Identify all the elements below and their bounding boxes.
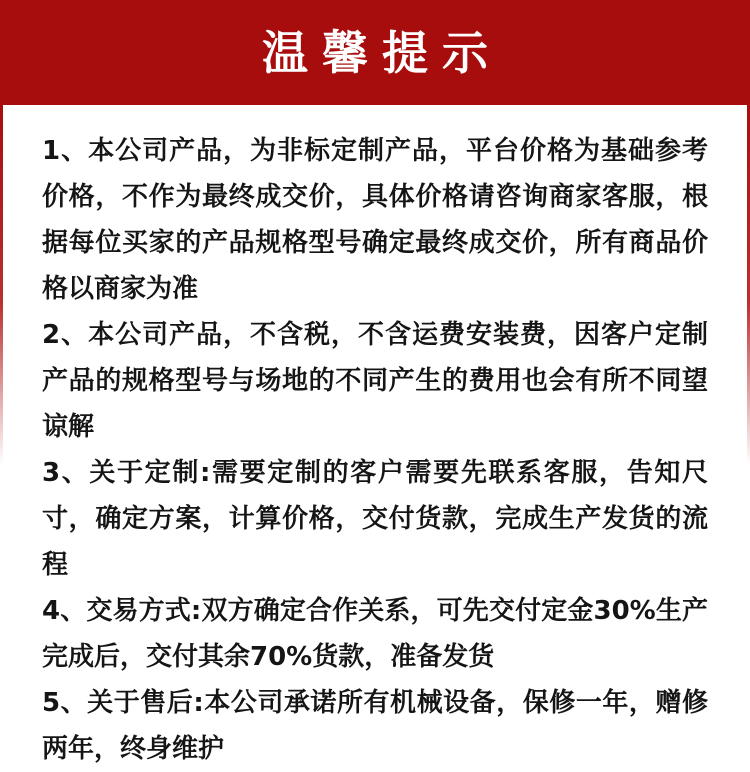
notice-item-pricing: 1、本公司产品，为非标定制产品，平台价格为基础参考价格，不作为最终成交价，具体价格请咨询商家客服，根据每位买家的产品规格型号确定最终成交价，所有商品价格以商家为准 bbox=[42, 136, 708, 304]
left-red-border bbox=[0, 105, 3, 465]
notice-item-customization: 3、关于定制:需要定制的客户需要先联系客服，告知尺寸，确定方案，计算价格，交付货款，完成生产发货的流程 bbox=[42, 458, 708, 580]
notice-content bbox=[0, 105, 750, 772]
title-banner bbox=[0, 0, 750, 105]
notice-item-after-sales: 5、关于售后:本公司承诺所有机械设备，保修一年，赠修两年，终身维护 bbox=[42, 688, 708, 764]
notice-item-tax-shipping: 2、本公司产品，不含税，不含运费安装费，因客户定制产品的规格型号与场地的不同产生的费用也会有所不同望谅解 bbox=[42, 320, 708, 442]
notice-item-payment: 4、交易方式:双方确定合作关系，可先交付定金30%生产完成后，交付其余70%货款，准备发货 bbox=[42, 596, 708, 672]
page-title: 温馨提示 bbox=[262, 25, 502, 80]
